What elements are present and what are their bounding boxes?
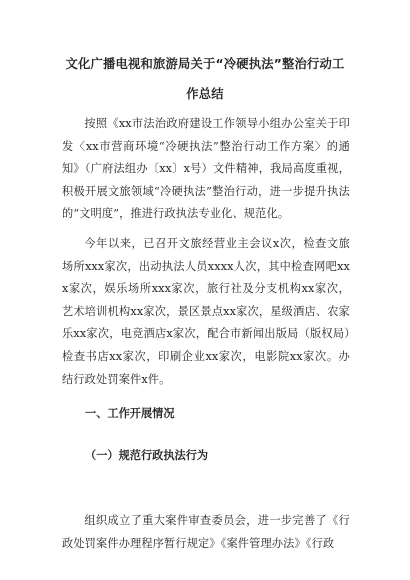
body-paragraph: 组织成立了重大案件审查委员会，进一步完善了《行政处罚案件办理程序暂行规定》《案件管理办法》《行政 <box>62 514 350 550</box>
intro-paragraph: 按照《xx市法治政府建设工作领导小组办公室关于印发〈xx市营商环境“冷硬执法”整治行动工作方案〉的通知》（广府法组办〔xx〕x号）文件精神，我局高度重视，积极开展文旅领域“冷硬执法”整治行动，进一步提升执法的“文明度”，推进行政执法专业化、规范化。 <box>62 117 350 221</box>
document-title: 文化广播电视和旅游局关于“冷硬执法”整治行动工作总结 <box>65 57 345 101</box>
subsection-heading: （一）规范行政执法行为 <box>85 448 209 462</box>
statistics-paragraph: 今年以来，已召开文旅经营业主会议x次，检查文旅场所xxx家次，出动执法人员xxxx人次，其中检查网吧xxx家次，娱乐场所xxx家次，旅行社及分支机构xx家次，艺术培训机构xx家次，景区景点xx家次，星级酒店、农家乐xx家次，电竞酒店x家次，配合市新闻出版局（版权局）检查书店xx家次，印刷企业xx家次，电影院xx家次。办结行政处罚案件x件。 <box>62 237 350 386</box>
section-heading: 一、工作开展情况 <box>85 407 175 420</box>
